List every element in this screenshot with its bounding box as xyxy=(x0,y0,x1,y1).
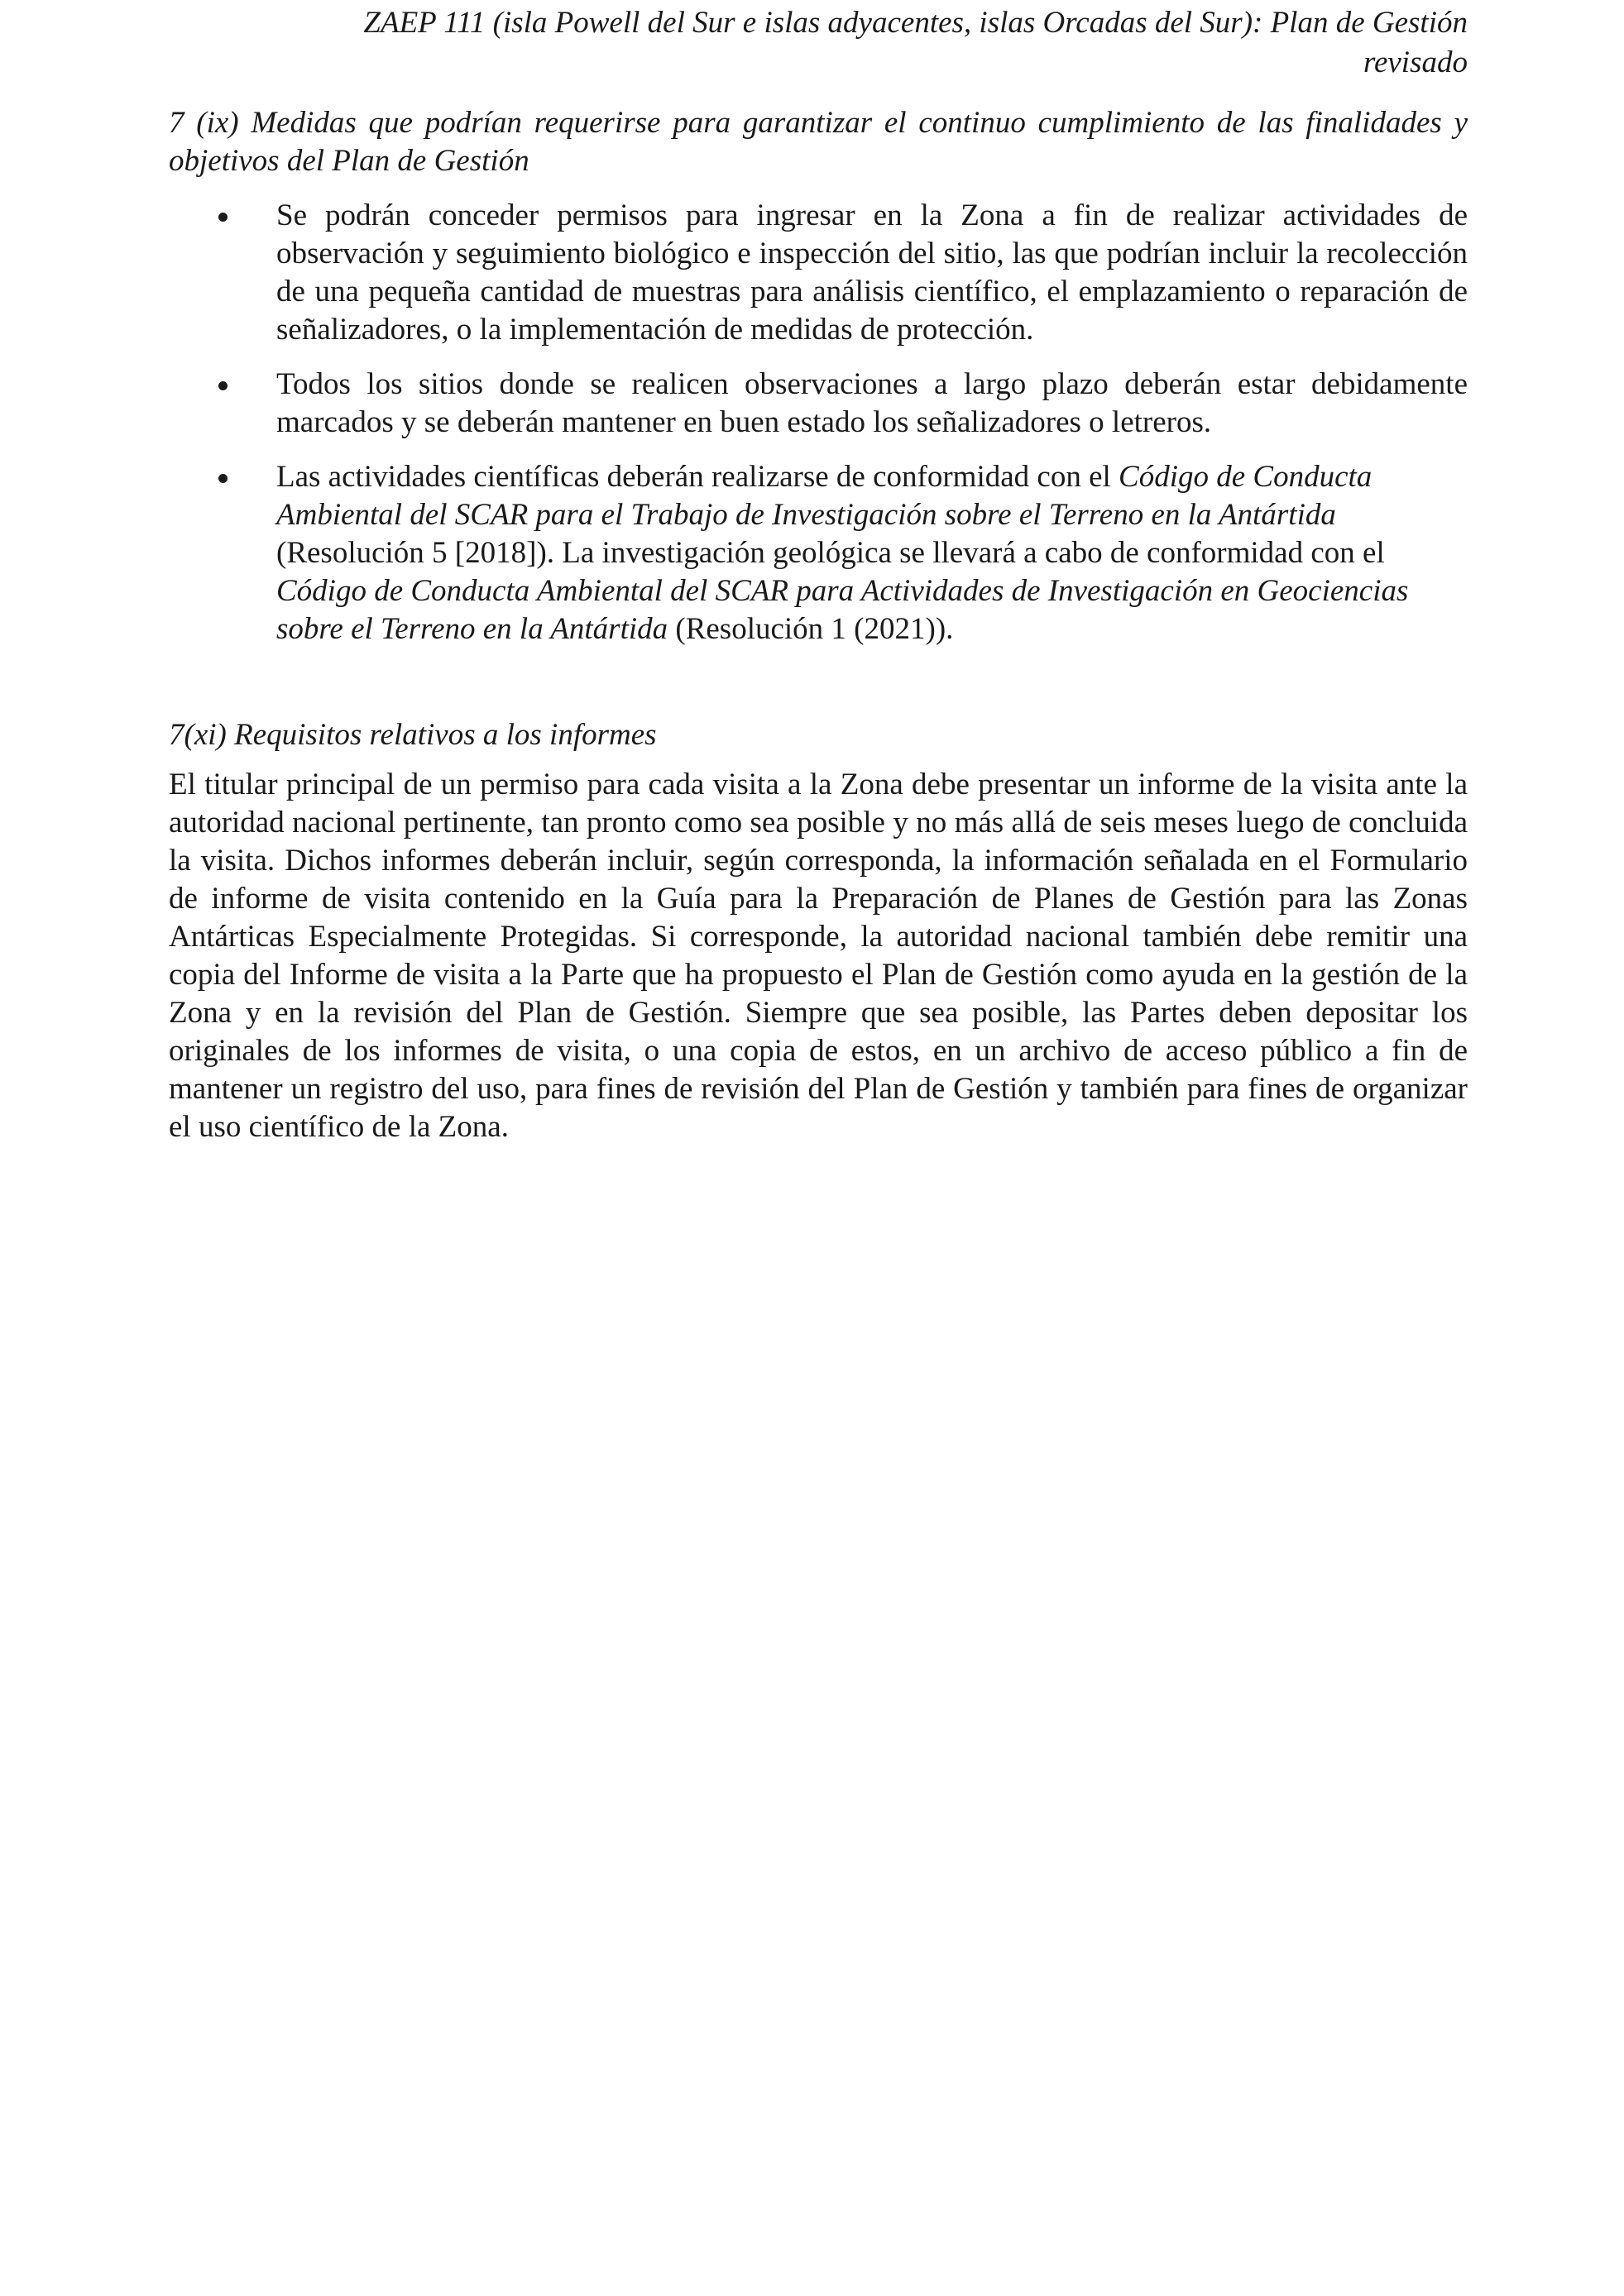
bullet-text: Se podrán conceder permisos para ingresar en la Zona a fin de realizar actividades de observación y seguimiento biológico e inspección del sitio, las que podrían incluir la recolección de una pequeña cantidad de muestras para análisis científico, el emplazamiento o reparación de señalizadores, o la implementación de medidas de protección. xyxy=(276,199,1468,347)
reports-paragraph: El titular principal de un permiso para cada visita a la Zona debe presentar un informe de la visita ante la autoridad nacional pertinente, tan pronto como sea posible y no más allá de seis meses luego de concluida la visita. Dichos informes deberán incluir, según corresponda, la información señalada en el Formulario de informe de visita contenido en la Guía para la Preparación de Planes de Gestión para las Zonas Antárticas Especialmente Protegidas. Si corresponde, la autoridad nacional también debe remitir una copia del Informe de visita a la Parte que ha propuesto el Plan de Gestión como ayuda en la gestión de la Zona y en la revisión del Plan de Gestión. Siempre que sea posible, las Partes deben depositar los originales de los informes de visita, o una copia de estos, en un archivo de acceso público a fin de mantener un registro del uso, para fines de revisión del Plan de Gestión y también para fines de organizar el uso científico de la Zona. xyxy=(169,768,1468,1144)
section-heading-reports: 7(xi) Requisitos relativos a los informes xyxy=(169,718,657,752)
bullet-text-part: (Resolución 1 (2021)). xyxy=(668,612,954,646)
bullet-text-part: (Resolución 5 [2018]). La investigación geológica se llevará a cabo de conformidad con el xyxy=(276,536,1385,570)
header-title-continuation: revisado xyxy=(1363,45,1468,79)
bullet-icon xyxy=(218,213,228,222)
list-item xyxy=(169,197,1468,349)
list-item xyxy=(169,366,1468,442)
measures-bullet-list xyxy=(169,197,1468,648)
bullet-text: Todos los sitios donde se realicen observaciones a largo plazo deberán estar debidamente marcados y se deberán mantener en buen estado los señalizadores o letreros. xyxy=(276,367,1468,439)
bullet-icon xyxy=(218,474,228,483)
bullet-text-part: Las actividades científicas deberán realizarse de conformidad con el xyxy=(276,460,1119,494)
list-item xyxy=(169,458,1468,648)
section-heading-measures: 7 (ix) Medidas que podrían requerirse para garantizar el continuo cumplimiento de las finalidades y objetivos del Plan de Gestión xyxy=(169,106,1468,178)
header-title-line: ZAEP 111 (isla Powell del Sur e islas adyacentes, islas Orcadas del Sur): Plan de Gestión xyxy=(363,6,1468,40)
running-header xyxy=(169,3,1468,83)
bullet-icon xyxy=(218,381,228,390)
bullet-text xyxy=(276,460,1408,646)
code-of-conduct-title: Código de Conducta Ambiental del SCAR para el Trabajo de Investigación sobre el Terreno en la Antártida xyxy=(276,460,1372,532)
geoscience-code-title: Código de Conducta Ambiental del SCAR para Actividades de Investigación en Geociencias sobre el Terreno en la Antártida xyxy=(276,574,1409,646)
document-page xyxy=(169,0,1468,1177)
